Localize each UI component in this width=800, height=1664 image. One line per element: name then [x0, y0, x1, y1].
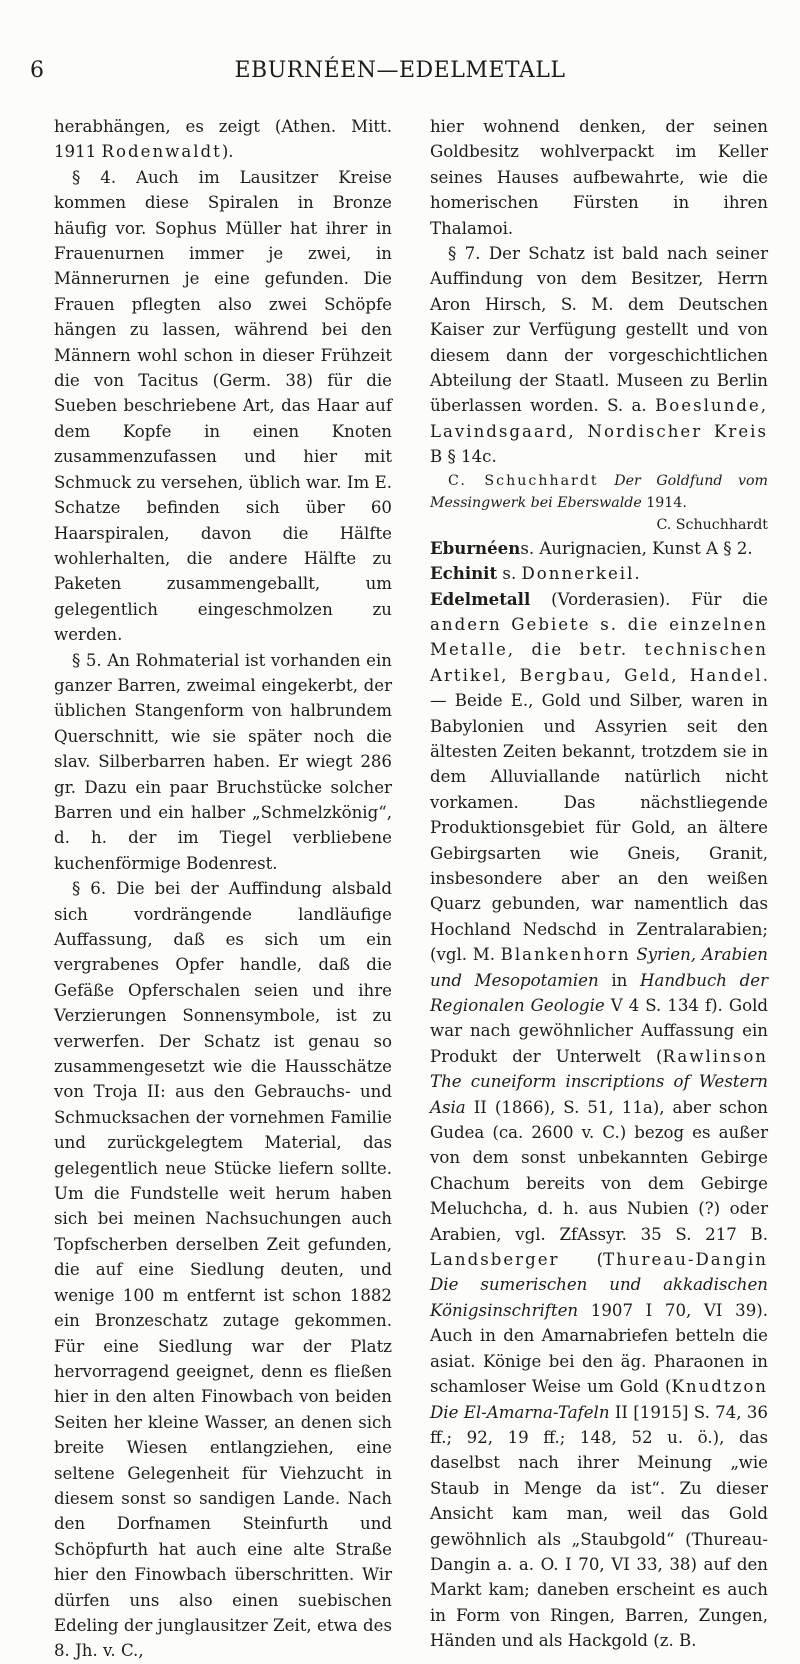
entry-head: Echinit	[430, 563, 498, 584]
work-title: Syrien, Arabien und Mesopotamien	[430, 945, 768, 990]
text-run: in	[598, 970, 641, 990]
text-run: herabhängen, es zeigt (Athen. Mitt. 1911	[54, 117, 392, 162]
paragraph-continuation	[54, 114, 392, 165]
ref-title: Der Goldfund vom Messingwerk bei Eberswalde	[430, 472, 769, 511]
text-run: (Vorderasien).	[530, 589, 671, 609]
signature: C. Schuchhardt	[656, 516, 768, 533]
section-7	[430, 241, 768, 470]
author-name: Landsberger	[430, 1250, 560, 1270]
author-name: Blankenhorn	[500, 945, 631, 965]
text-run: 1907 I 70, VI 39). Auch in den Amarnabriefen betteln die asiat. Könige bei den äg. Pharaonen in schamloser Weise um Gold (	[430, 1300, 768, 1397]
entry-echinit	[430, 561, 768, 586]
cross-reference: andern Gebiete s. die einzelnen Metalle, die betr. technischen Artikel, Bergbau, Geld, Handel	[430, 614, 768, 685]
entry-head: Edelmetall	[430, 588, 531, 609]
text-run: s.	[497, 564, 522, 584]
work-title: Handbuch der Regionalen Geologie	[430, 970, 769, 1015]
author-name: Thureau-Dangin	[430, 1529, 768, 1574]
left-column	[54, 114, 392, 1661]
text-run: II (1866), S. 51, 11a), aber schon Gudea (ca. 2600 v. C.) bezog es außer von dem sonst unbekannten Gebirge Chachum bereits von dem Gebirge Meluchcha, d. h. aus Nubien (?) oder Arabien, vgl. ZfAssyr. 35 S. 217 B.	[430, 1097, 768, 1244]
text-run: II [1915] S. 74, 36 ff.; 92, 19 ff.; 148, 52 u. ö.), das daselbst nach ihrer Meinung „wie Staub in Menge da ist“. Zu dieser Ansicht kam man, weil das Gold gewöhnlich als „Staubgold“ (	[430, 1402, 768, 1549]
author-name: Knudtzon	[671, 1377, 768, 1397]
ref-year: 1914.	[641, 494, 687, 511]
text-run: .	[634, 564, 640, 584]
bibliography	[430, 470, 769, 533]
text-run: a. a. O. I 70, VI 33, 38) auf den Markt kam; daneben erscheint es auch in Form von Ringen, Barren, Zungen, Händen und als Hackgold (z. B.	[430, 1554, 768, 1651]
text-run: ).	[221, 142, 234, 162]
text-run: B § 14c.	[430, 447, 497, 467]
page-number: 6	[30, 58, 44, 83]
text-run: V 4 S. 134 f). Gold war nach gewöhnlicher Auffassung ein Produkt der Unterwelt (	[430, 996, 768, 1066]
cross-reference: Boeslunde, Lavindsgaard, Nordischer Kreis	[430, 396, 768, 441]
section-5: § 5. An Rohmaterial ist vorhanden ein ganzer Barren, zweimal eingekerbt, der üblichen Stangenform von halbrundem Querschnitt, wie sie später noch die slav. Silberbarren haben. Er wiegt 286 gr. Dazu ein paar Bruchstücke solcher Barren und ein halber „Schmelzkönig“, d. h. der im Tiegel verbliebene kuchenförmige Bodenrest.	[54, 650, 392, 873]
entry-head: Eburnéen	[430, 537, 521, 558]
work-title: Die sumerischen und akkadischen Königsinschriften	[430, 1275, 768, 1320]
text-run: Für die	[670, 589, 768, 609]
entry-edelmetall: Edelmetall (Vorderasien). Für die andern Gebiete s. die einzelnen Metalle, die betr. technischen Artikel, Bergbau, Geld, Handel. — Beide E., Gold und Silber, waren in Babylonien und Assyrien seit den ältesten Zeiten bekannt, trotzdem sie in dem Alluviallande natürlich nicht vorkamen. Das nächstliegende Produktionsgebiet für Gold, an ältere Gebirgsarten wie Gneis, Granit, insbesondere aber an den weißen Quarz gebunden, war namentlich das Hochland Nedschd in Zentralarabien; (vgl. M. Blankenhorn Syrien, Arabien und Mesopotamien in Handbuch der Regionalen Geologie V 4 S. 134 f). Gold war nach gewöhnlicher Auffassung ein Produkt der Unterwelt (Rawlinson The cuneiform inscriptions of Western Asia II (1866), S. 51, 11a), aber schon Gudea (ca. 2600 v. C.) bezog es außer von dem sonst unbekannten Gebirge Chachum bereits von dem Gebirge Meluchcha, d. h. aus Nubien (?) oder Arabien, vgl. ZfAssyr. 35 S. 217 B. Landsberger (Thureau-Dangin Die sumerischen und akkadischen Königsinschriften 1907 I 70, VI 39). Auch in den Amarnabriefen betteln die asiat. Könige bei den äg. Pharaonen in schamloser Weise um Gold (Knudtzon Die El-Amarna-Tafeln II [1915] S. 74, 36 ff.; 92, 19 ff.; 148, 52 u. ö.), das daselbst nach ihrer Meinung „wie Staub in Menge da ist“. Zu dieser Ansicht kam man, weil das Gold gewöhnlich als „Staubgold“ (Thureau-Dangin a. a. O. I 70, VI 33, 38) auf den Markt kam; daneben erscheint es auch in Form von Ringen, Barren, Zungen, Händen und als Hackgold (z. B.	[430, 588, 769, 1651]
work-title: The cuneiform inscriptions of Western Asia	[430, 1072, 768, 1117]
entry-body: s. Aurignacien, Kunst A § 2.	[520, 538, 753, 558]
author-name: Rodenwaldt	[101, 142, 222, 162]
ref-author: C. Schuchhardt	[448, 472, 599, 489]
section-4: § 4. Auch im Lausitzer Kreise kommen diese Spiralen in Bronze häufig vor. Sophus Müller hat ihrer in Frauenurnen immer je zwei, in Männerurnen je eine gefunden. Die Frauen pflegten also zwei Schöpfe hängen zu lassen, während bei den Männern wohl schon in dieser Frühzeit die von Tacitus (Germ. 38) für die Sueben beschriebene Art, das Haar auf dem Kopfe in einen Knoten zusammenzufassen und hier mit Schmuck zu versehen, üblich war. Im E. Schatze befinden sich über 60 Haarspiralen, davon die Hälfte wohlerhalten, die andere Hälfte zu Paketen zusammengeballt, um gelegentlich eingeschmolzen zu werden.	[54, 167, 392, 645]
entry-eburneen	[430, 536, 768, 561]
author-name: Thureau-Dangin	[603, 1250, 768, 1270]
author-name: Rawlinson	[662, 1046, 768, 1066]
text-run: . — Beide E., Gold und Silber, waren in Babylonien und Assyrien seit den ältesten Zeiten bekannt, trotzdem sie in dem Alluviallande natürlich nicht vorkamen. Das nächstliegende Produktionsgebiet für Gold, an ältere Gebirgsarten wie Gneis, Granit, insbesondere aber an den weißen Quarz gebunden, war namentlich das Hochland Nedschd in Zentralarabien; (vgl. M.	[430, 665, 768, 965]
work-title: Die El-Amarna-Tafeln	[430, 1402, 610, 1422]
running-head: EBURNÉEN—EDELMETALL	[234, 58, 566, 83]
section-6: § 6. Die bei der Auffindung alsbald sich vordrängende landläufige Auffassung, daß es sich um ein vergrabenes Opfer handle, daß die Gefäße Opferschalen seien und ihre Verzierungen Sonnensymbole, ist zu verwerfen. Der Schatz ist genau so zusammengesetzt wie die Hausschätze von Troja II: aus den Gebrauchs- und Schmucksachen der vornehmen Familie und zurückgelegtem Material, das gelegentlich neue Stücke liefern sollte. Um die Fundstelle weit herum haben sich bei meinen Nachsuchungen auch Topfscherben derselben Zeit gefunden, die auf eine Siedlung deuten, und wenige 100 m entfernt ist schon 1882 ein Bronzeschatz zutage gekommen. Für eine Siedlung war der Platz hervorragend geeignet, denn es fließen hier in den alten Finowbach von beiden Seiten her kleine Wasser, an denen sich breite Wiesen entlangziehen, eine seltene Gelegenheit für Viehzucht in diesem sonst so sandigen Lande. Nach den Dorfnamen Steinfurth und Schöpfurth hat auch eine alte Straße hier den Finowbach überschritten. Wir dürfen uns also einen suebischen Edeling der junglausitzer Zeit, etwa des 8. Jh. v. C.,	[54, 879, 392, 1661]
text-run: § 7. Der Schatz ist bald nach seiner Auffindung von dem Besitzer, Herrn Aron Hirsch, S. M. dem Deutschen Kaiser zur Verfügung gestellt und von diesem dann der vorgeschichtlichen Abteilung der Staatl. Museen zu Berlin überlassen worden. S. a.	[430, 244, 768, 416]
right-column	[430, 114, 769, 1651]
paragraph-continuation: hier wohnend denken, der seinen Goldbesitz wohlverpackt im Keller seines Hauses aufbewahrte, wie die homerischen Fürsten in ihren Thalamoi.	[430, 117, 768, 238]
cross-reference: Donnerkeil	[521, 564, 635, 584]
